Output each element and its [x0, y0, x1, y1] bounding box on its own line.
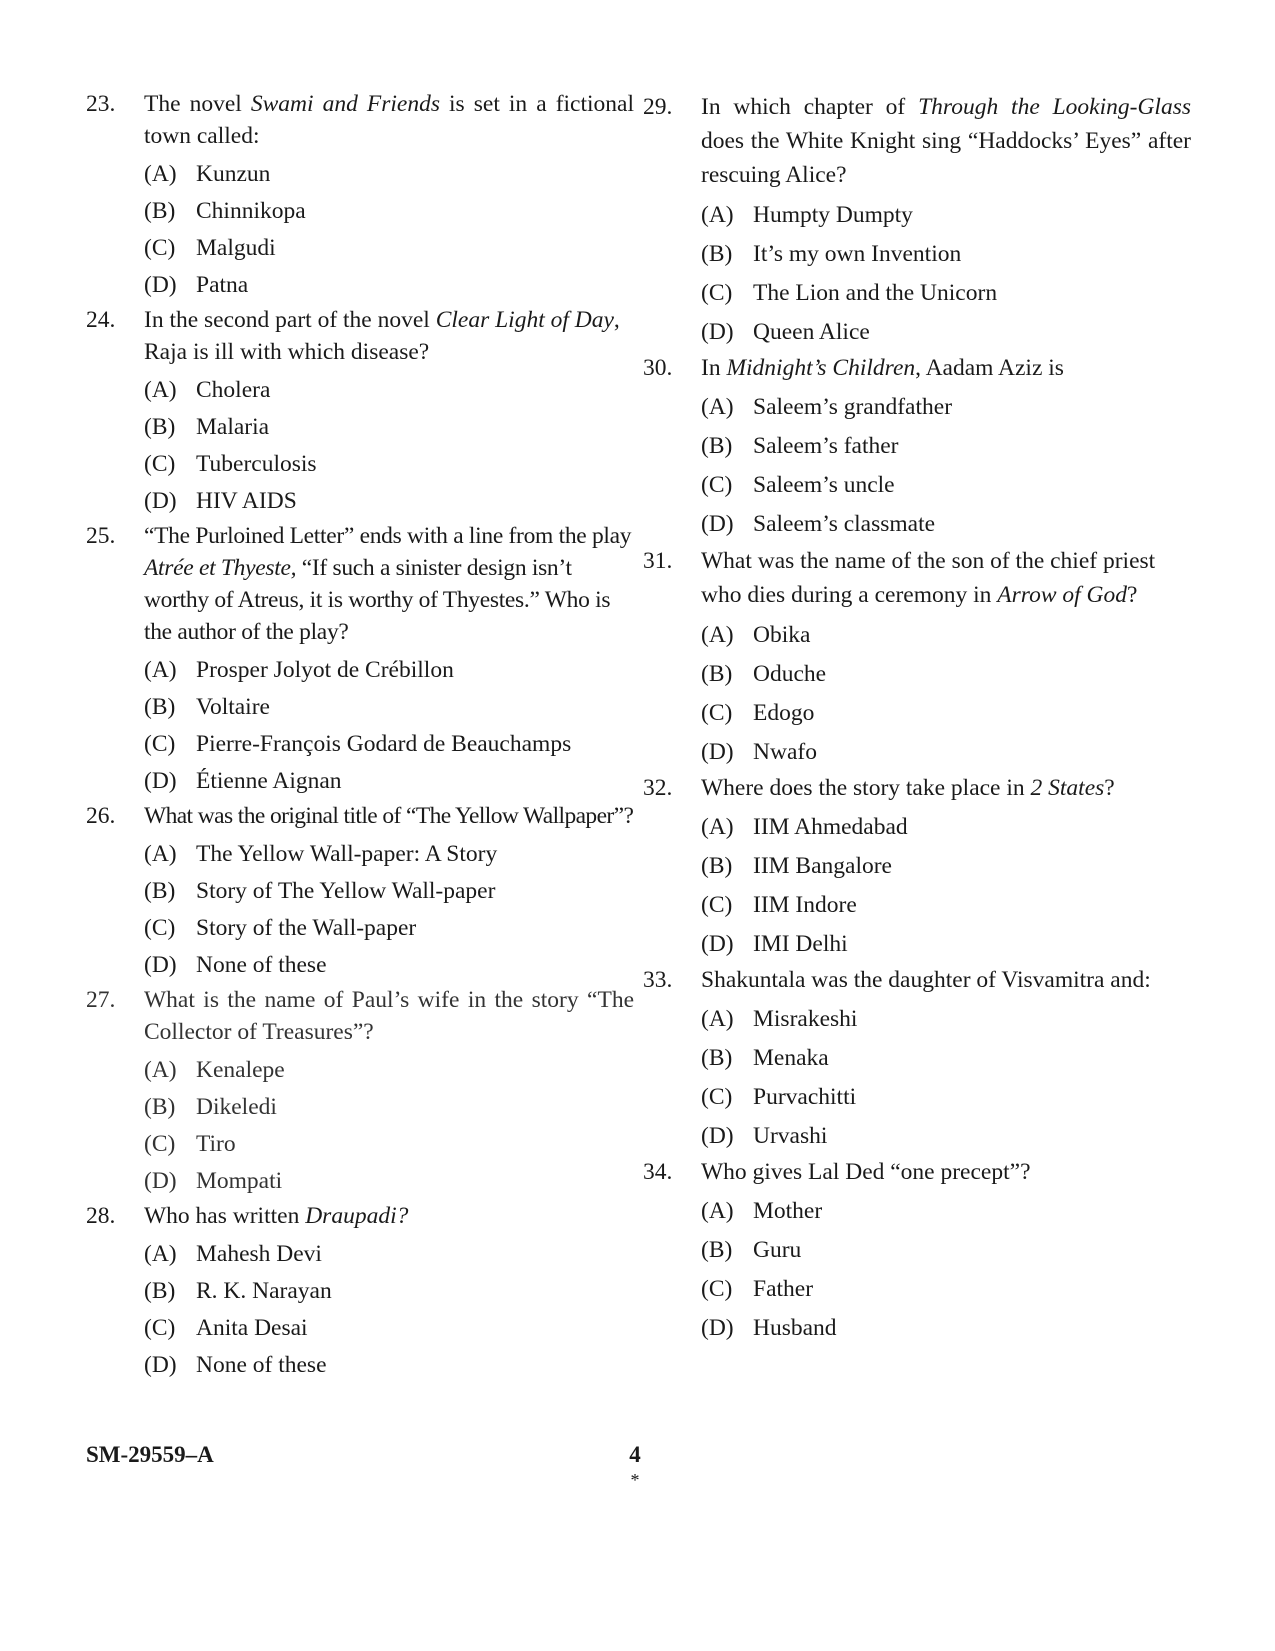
question-number: 31.	[643, 548, 673, 574]
option-34-d: (D) Husband	[701, 1315, 837, 1341]
option-31-c: (C) Edogo	[701, 700, 815, 726]
question-number: 26.	[86, 803, 116, 829]
question-34	[643, 1156, 1191, 1188]
question-number: 25.	[86, 523, 116, 549]
option-34-c: (C) Father	[701, 1276, 814, 1302]
page-number: 4	[629, 1442, 641, 1467]
option-30-b: (B) Saleem’s father	[701, 433, 899, 459]
question-number: 29.	[643, 94, 673, 120]
option-34-b: (B) Guru	[701, 1237, 802, 1263]
question-27	[86, 984, 634, 1048]
option-30-c: (C) Saleem’s uncle	[701, 472, 895, 498]
question-30	[643, 352, 1191, 384]
option-31-d: (D) Nwafo	[701, 739, 817, 765]
question-26	[86, 800, 634, 832]
option-24-c: (C) Tuberculosis	[144, 451, 317, 477]
option-25-b: (B) Voltaire	[144, 694, 270, 720]
question-text: What was the name of the son of the chief priest who dies during a ceremony in Arrow of God?	[701, 548, 1156, 608]
question-text: Who has written Draupadi?	[144, 1203, 409, 1229]
option-23-a: (A) Kunzun	[144, 161, 271, 187]
option-27-a: (A) Kenalepe	[144, 1057, 285, 1083]
option-31-b: (B) Oduche	[701, 661, 827, 687]
question-number: 32.	[643, 775, 673, 801]
option-28-d: (D) None of these	[144, 1352, 327, 1378]
option-23-d: (D) Patna	[144, 272, 249, 298]
option-24-d: (D) HIV AIDS	[144, 488, 297, 514]
option-27-d: (D) Mompati	[144, 1168, 283, 1194]
question-text: Shakuntala was the daughter of Visvamitra and:	[701, 967, 1151, 993]
option-23-c: (C) Malgudi	[144, 235, 276, 261]
option-25-d: (D) Étienne Aignan	[144, 768, 342, 794]
option-24-b: (B) Malaria	[144, 414, 270, 440]
option-28-b: (B) R. K. Narayan	[144, 1278, 332, 1304]
right-column	[643, 90, 1191, 1348]
option-32-a: (A) IIM Ahmedabad	[701, 814, 908, 840]
option-23-b: (B) Chinnikopa	[144, 198, 306, 224]
question-number: 24.	[86, 307, 116, 333]
question-text: What was the original title of “The Yellow Wallpaper”?	[144, 803, 634, 829]
option-27-b: (B) Dikeledi	[144, 1094, 277, 1120]
option-27-c: (C) Tiro	[144, 1131, 236, 1157]
question-text: Who gives Lal Ded “one precept”?	[701, 1159, 1031, 1185]
option-26-c: (C) Story of the Wall-paper	[144, 915, 417, 941]
option-28-a: (A) Mahesh Devi	[144, 1241, 322, 1267]
option-29-d: (D) Queen Alice	[701, 319, 870, 345]
question-text: In Midnight’s Children, Aadam Aziz is	[701, 355, 1064, 381]
question-number: 34.	[643, 1159, 673, 1185]
booklet-code: SM-29559–A	[86, 1442, 214, 1467]
question-29	[643, 90, 1191, 192]
option-33-d: (D) Urvashi	[701, 1123, 828, 1149]
option-33-b: (B) Menaka	[701, 1045, 829, 1071]
option-28-c: (C) Anita Desai	[144, 1315, 308, 1341]
option-31-a: (A) Obika	[701, 622, 811, 648]
question-number: 23.	[86, 91, 116, 117]
option-33-a: (A) Misrakeshi	[701, 1006, 858, 1032]
option-32-d: (D) IMI Delhi	[701, 931, 848, 957]
question-text: In which chapter of Through the Looking-Glass does the White Knight sing “Haddocks’ Eyes” after rescuing Alice?	[701, 94, 1191, 188]
option-26-a: (A) The Yellow Wall-paper: A Story	[144, 841, 498, 867]
question-24	[86, 304, 634, 368]
option-26-d: (D) None of these	[144, 952, 327, 978]
question-text: In the second part of the novel Clear Light of Day, Raja is ill with which disease?	[144, 307, 620, 365]
option-29-b: (B) It’s my own Invention	[701, 241, 962, 267]
option-29-c: (C) The Lion and the Unicorn	[701, 280, 998, 306]
option-24-a: (A) Cholera	[144, 377, 271, 403]
option-25-c: (C) Pierre-François Godard de Beauchamps	[144, 731, 572, 757]
question-23	[86, 88, 634, 152]
option-32-b: (B) IIM Bangalore	[701, 853, 892, 879]
question-text: The novel Swami and Friends is set in a fictional town called:	[144, 91, 634, 149]
question-number: 28.	[86, 1203, 116, 1229]
option-33-c: (C) Purvachitti	[701, 1084, 857, 1110]
question-number: 27.	[86, 987, 116, 1013]
asterisk-mark: *	[630, 1470, 640, 1490]
question-number: 33.	[643, 967, 673, 993]
question-text: Where does the story take place in 2 States?	[701, 775, 1115, 801]
question-text: “The Purloined Letter” ends with a line from the play Atrée et Thyeste, “If such a sinister design isn’t worthy of Atreus, it is worthy of Thyestes.” Who is the author of the play?	[144, 523, 632, 645]
question-33	[643, 964, 1191, 996]
option-30-a: (A) Saleem’s grandfather	[701, 394, 953, 420]
question-25	[86, 520, 634, 648]
option-32-c: (C) IIM Indore	[701, 892, 857, 918]
option-34-a: (A) Mother	[701, 1198, 823, 1224]
question-number: 30.	[643, 355, 673, 381]
question-32	[643, 772, 1191, 804]
question-text: What is the name of Paul’s wife in the story “The Collector of Treasures”?	[144, 987, 634, 1045]
option-30-d: (D) Saleem’s classmate	[701, 511, 936, 537]
question-31	[643, 544, 1191, 612]
option-26-b: (B) Story of The Yellow Wall-paper	[144, 878, 496, 904]
question-28	[86, 1200, 634, 1232]
left-column	[86, 88, 634, 1384]
option-25-a: (A) Prosper Jolyot de Crébillon	[144, 657, 454, 683]
option-29-a: (A) Humpty Dumpty	[701, 202, 913, 228]
